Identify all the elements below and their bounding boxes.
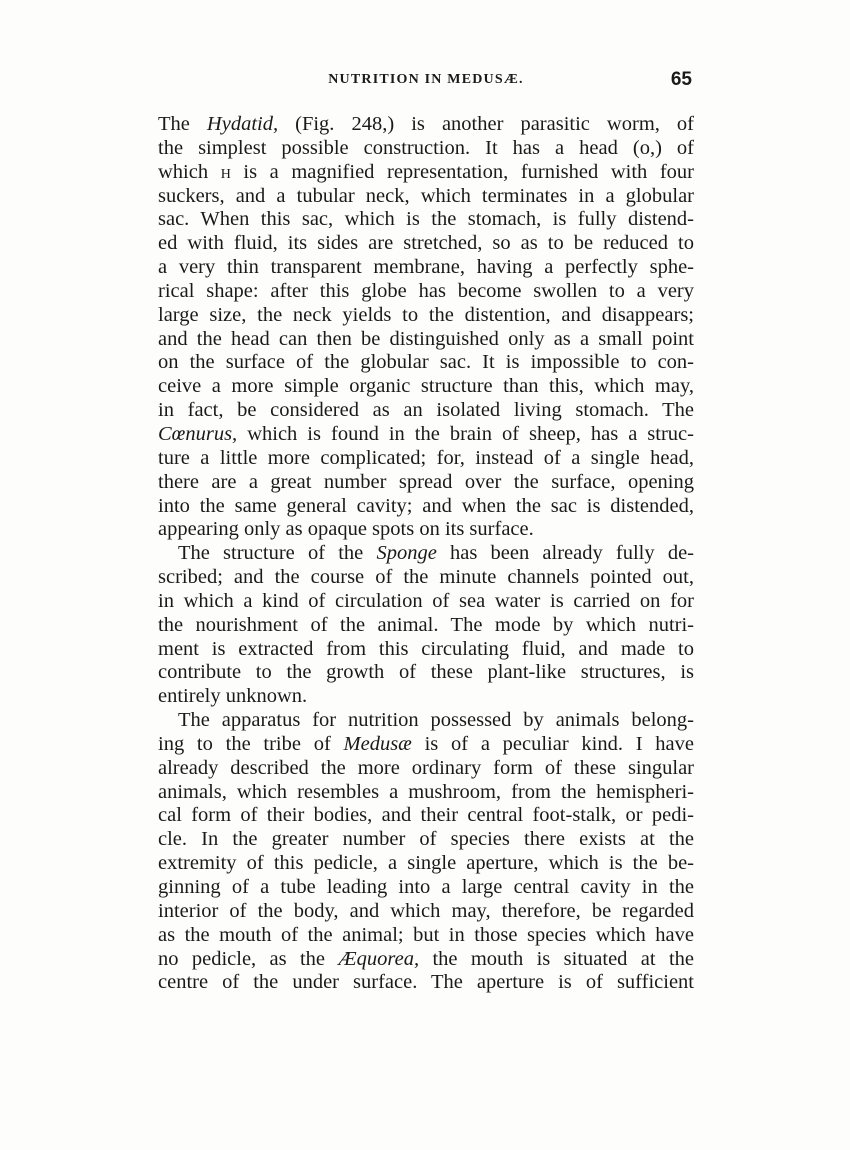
text-segment: the mouth is situated at the bbox=[419, 947, 694, 970]
text-line bbox=[158, 137, 694, 161]
text-line bbox=[158, 924, 694, 948]
text-segment: large size, the neck yields to the distention, and disappears; bbox=[158, 303, 694, 326]
small-cap-letter: H bbox=[220, 166, 231, 182]
text-segment: the simplest possible construction. It has a head (o,) of bbox=[158, 136, 694, 159]
text-segment: on the surface of the globular sac. It is impossible to con- bbox=[158, 351, 694, 374]
text-line bbox=[158, 614, 694, 638]
text-segment: centre of the under surface. The aperture is of sufficient bbox=[158, 971, 694, 994]
text-segment: extremity of this pedicle, a single aperture, which is the be- bbox=[158, 852, 694, 875]
text-line bbox=[158, 304, 694, 328]
text-segment: ed with fluid, its sides are stretched, so as to be reduced to bbox=[158, 232, 694, 255]
text-line bbox=[158, 471, 694, 495]
italic-term: Cœnurus, bbox=[158, 422, 238, 445]
text-segment: which is found in the brain of sheep, has a struc- bbox=[237, 422, 694, 445]
text-line bbox=[158, 685, 694, 709]
text-segment: ture a little more complicated; for, instead of a single head, bbox=[158, 446, 694, 469]
italic-term: Sponge bbox=[376, 542, 437, 565]
text-line bbox=[158, 256, 694, 280]
text-segment: rical shape: after this globe has become swollen to a very bbox=[158, 279, 694, 302]
text-segment: in fact, be considered as an isolated living stomach. The bbox=[158, 399, 694, 422]
text-segment: there are a great number spread over the surface, opening bbox=[158, 470, 694, 493]
text-line bbox=[158, 161, 694, 185]
text-line bbox=[158, 900, 694, 924]
page-number: 65 bbox=[670, 69, 692, 90]
text-line bbox=[158, 375, 694, 399]
text-line bbox=[158, 566, 694, 590]
italic-term: Medusæ bbox=[343, 732, 412, 755]
text-segment: The structure of the bbox=[178, 542, 377, 565]
text-line bbox=[158, 971, 694, 995]
text-line bbox=[158, 399, 694, 423]
text-line bbox=[158, 423, 694, 447]
text-line bbox=[158, 447, 694, 471]
text-segment: already described the more ordinary form of these singular bbox=[158, 756, 694, 779]
body-text bbox=[158, 113, 694, 995]
text-line bbox=[158, 661, 694, 685]
text-segment: ceive a more simple organic structure than this, which may, bbox=[158, 375, 694, 398]
text-line bbox=[158, 232, 694, 256]
text-segment: entirely unknown. bbox=[158, 685, 308, 708]
running-title: NUTRITION IN MEDUSÆ. bbox=[328, 72, 524, 87]
text-segment: The bbox=[158, 113, 207, 135]
text-line bbox=[158, 328, 694, 352]
text-segment: is of a peculiar kind. I have bbox=[411, 732, 694, 755]
text-line bbox=[158, 804, 694, 828]
text-segment: the nourishment of the animal. The mode by which nutri- bbox=[158, 613, 694, 636]
text-segment: a very thin transparent membrane, having a perfectly sphe- bbox=[158, 256, 694, 279]
text-line bbox=[158, 828, 694, 852]
text-segment: contribute to the growth of these plant-like structures, is bbox=[158, 661, 694, 684]
text-segment: ment is extracted from this circulating fluid, and made to bbox=[158, 637, 694, 660]
text-line bbox=[158, 185, 694, 209]
text-line bbox=[158, 280, 694, 304]
text-segment: ginning of a tube leading into a large central cavity in the bbox=[158, 876, 694, 898]
text-segment: (Fig. 248,) is another parasitic worm, of bbox=[278, 113, 695, 135]
text-segment: in which a kind of circulation of sea water is carried on for bbox=[158, 589, 694, 612]
text-segment: interior of the body, and which may, therefore, be regarded bbox=[158, 899, 694, 922]
text-segment: into the same general cavity; and when the sac is distended, bbox=[158, 494, 694, 517]
text-line bbox=[158, 542, 694, 566]
text-line bbox=[158, 495, 694, 519]
text-segment: cal form of their bodies, and their central foot-stalk, or pedi- bbox=[158, 804, 694, 827]
text-segment: scribed; and the course of the minute channels pointed out, bbox=[158, 566, 694, 589]
text-line bbox=[158, 757, 694, 781]
text-segment: The apparatus for nutrition possessed by animals belong- bbox=[178, 709, 694, 732]
text-line bbox=[158, 518, 694, 542]
text-segment: and the head can then be distinguished only as a small point bbox=[158, 327, 694, 350]
text-segment: sac. When this sac, which is the stomach, is fully distend- bbox=[158, 208, 694, 231]
text-segment: appearing only as opaque spots on its surface. bbox=[158, 518, 534, 541]
italic-term: Æquorea, bbox=[338, 947, 420, 970]
text-line bbox=[158, 351, 694, 375]
text-segment: cle. In the greater number of species there exists at the bbox=[158, 828, 694, 851]
text-segment: animals, which resembles a mushroom, from the hemispheri- bbox=[158, 780, 694, 803]
text-segment: is a magnified representation, furnished with four bbox=[230, 160, 694, 183]
text-line bbox=[158, 709, 694, 733]
running-head bbox=[158, 69, 694, 96]
text-segment: ing to the tribe of bbox=[158, 732, 344, 755]
text-segment: has been already fully de- bbox=[436, 542, 694, 565]
text-segment: as the mouth of the animal; but in those species which have bbox=[158, 923, 694, 946]
text-line bbox=[158, 590, 694, 614]
text-line bbox=[158, 781, 694, 805]
text-line bbox=[158, 948, 694, 972]
text-segment: suckers, and a tubular neck, which terminates in a globular bbox=[158, 184, 694, 207]
text-segment: which bbox=[158, 160, 221, 183]
text-line bbox=[158, 733, 694, 757]
text-line bbox=[158, 208, 694, 232]
text-line bbox=[158, 876, 694, 900]
text-segment: no pedicle, as the bbox=[158, 947, 339, 970]
text-line bbox=[158, 638, 694, 662]
text-line bbox=[158, 852, 694, 876]
italic-term: Hydatid, bbox=[206, 113, 279, 135]
text-line bbox=[158, 113, 694, 137]
